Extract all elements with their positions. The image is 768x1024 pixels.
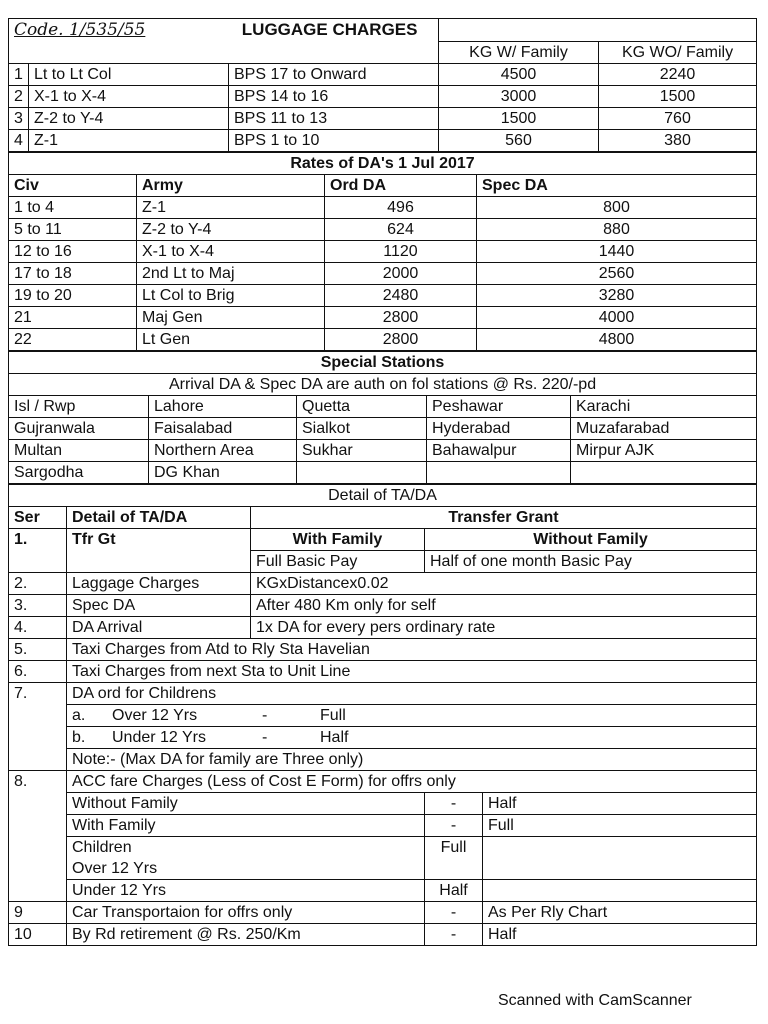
luggage-num: 2: [9, 85, 29, 107]
da-header-army: Army: [137, 174, 325, 196]
tada-row: [9, 638, 757, 660]
tada-value: After 480 Km only for self: [251, 594, 757, 616]
tada-dash: -: [425, 901, 483, 923]
da-ord: 1120: [325, 240, 477, 262]
tada-table: [8, 484, 757, 946]
acc-under12-label: Under 12 Yrs: [67, 879, 425, 901]
luggage-row: [9, 63, 757, 85]
station-name: Peshawar: [427, 395, 571, 417]
luggage-row: [9, 129, 757, 151]
luggage-with: 3000: [439, 85, 599, 107]
da-ord: 2000: [325, 262, 477, 284]
acc-without-family-dash: -: [425, 792, 483, 814]
tada-row: [9, 572, 757, 594]
station-name: [297, 461, 427, 483]
da-army: Maj Gen: [137, 306, 325, 328]
da-civ: 1 to 4: [9, 196, 137, 218]
station-name: [571, 461, 757, 483]
item-a-dash: -: [262, 706, 268, 724]
da-civ: 21: [9, 306, 137, 328]
tada-value: As Per Rly Chart: [483, 901, 757, 923]
tada-ser: 3.: [9, 594, 67, 616]
station-name: Gujranwala: [9, 417, 149, 439]
da-army: X-1 to X-4: [137, 240, 325, 262]
acc-fare-heading: ACC fare Charges (Less of Cost E Form) for offrs only: [67, 770, 757, 792]
tada-ser: 10: [9, 923, 67, 945]
document-page: [8, 18, 756, 946]
tada-text: Car Transportaion for offrs only: [67, 901, 425, 923]
luggage-charges-table: [8, 18, 757, 152]
da-ord: 2480: [325, 284, 477, 306]
da-civ: 19 to 20: [9, 284, 137, 306]
da-row: [9, 328, 757, 350]
da-army: Lt Col to Brig: [137, 284, 325, 306]
luggage-rank: X-1 to X-4: [29, 85, 229, 107]
tada-ser: 7.: [9, 682, 67, 770]
item-b-value: Half: [320, 728, 349, 746]
da-spec: 880: [477, 218, 757, 240]
station-name: [427, 461, 571, 483]
without-family-value: Half of one month Basic Pay: [425, 550, 757, 572]
tada-row: [9, 616, 757, 638]
tada-col-detail: Detail of TA/DA: [67, 506, 251, 528]
station-row: [9, 461, 757, 483]
tada-text: By Rd retirement @ Rs. 250/Km: [67, 923, 425, 945]
tada-dash: -: [425, 923, 483, 945]
special-stations-title: Special Stations: [9, 351, 757, 373]
with-family-value: Full Basic Pay: [251, 550, 425, 572]
luggage-without: 760: [599, 107, 757, 129]
tada-row: [9, 660, 757, 682]
special-stations-table: [8, 351, 757, 484]
da-ord: 2800: [325, 328, 477, 350]
luggage-without: 380: [599, 129, 757, 151]
luggage-rank: Lt to Lt Col: [29, 63, 229, 85]
tada-ser: 1.: [9, 528, 67, 572]
station-name: Sargodha: [9, 461, 149, 483]
station-name: Quetta: [297, 395, 427, 417]
tada-row: [9, 901, 757, 923]
luggage-num: 3: [9, 107, 29, 129]
tada-text: Taxi Charges from Atd to Rly Sta Havelian: [67, 638, 757, 660]
station-name: Muzafarabad: [571, 417, 757, 439]
tada-label: Laggage Charges: [67, 572, 251, 594]
station-row: [9, 395, 757, 417]
da-row: [9, 196, 757, 218]
acc-over12-value: Full: [425, 836, 483, 879]
scanner-watermark: Scanned with CamScanner: [498, 992, 692, 1009]
item-b-label: b.: [72, 728, 86, 746]
da-civ: 22: [9, 328, 137, 350]
da-ord: 2800: [325, 306, 477, 328]
da-civ: 5 to 11: [9, 218, 137, 240]
luggage-with: 560: [439, 129, 599, 151]
acc-with-family-dash: -: [425, 814, 483, 836]
da-spec: 800: [477, 196, 757, 218]
luggage-without: 2240: [599, 63, 757, 85]
acc-under12-value: Half: [425, 879, 483, 901]
tada-label: Spec DA: [67, 594, 251, 616]
da-army: Lt Gen: [137, 328, 325, 350]
luggage-row: [9, 107, 757, 129]
station-name: Mirpur AJK: [571, 439, 757, 461]
da-army: Z-2 to Y-4: [137, 218, 325, 240]
da-row: [9, 306, 757, 328]
tada-ser: 2.: [9, 572, 67, 594]
tada-value: KGxDistancex0.02: [251, 572, 757, 594]
tada-ser: 9: [9, 901, 67, 923]
station-name: Bahawalpur: [427, 439, 571, 461]
col-with-family: KG W/ Family: [439, 41, 599, 63]
special-stations-subtitle: Arrival DA & Spec DA are auth on fol stations @ Rs. 220/-pd: [9, 373, 757, 395]
luggage-rank: Z-1: [29, 129, 229, 151]
station-name: Karachi: [571, 395, 757, 417]
luggage-rank: Z-2 to Y-4: [29, 107, 229, 129]
with-family-header: With Family: [251, 528, 425, 550]
station-name: Lahore: [149, 395, 297, 417]
item-a-label: a.: [72, 706, 86, 724]
tada-col-ser: Ser: [9, 506, 67, 528]
tada-ser: 4.: [9, 616, 67, 638]
da-row: [9, 262, 757, 284]
da-spec: 4000: [477, 306, 757, 328]
acc-children-label: Children: [67, 836, 425, 858]
item-b-dash: -: [262, 728, 268, 746]
station-name: Faisalabad: [149, 417, 297, 439]
station-name: Isl / Rwp: [9, 395, 149, 417]
reference-code: Code. 1/535/55: [14, 20, 146, 40]
da-rates-title: Rates of DA's 1 Jul 2017: [9, 152, 757, 174]
da-row: [9, 240, 757, 262]
tada-label: DA Arrival: [67, 616, 251, 638]
da-army: Z-1: [137, 196, 325, 218]
da-header-ord: Ord DA: [325, 174, 477, 196]
luggage-without: 1500: [599, 85, 757, 107]
luggage-bps: BPS 1 to 10: [229, 129, 439, 151]
tada-text: Taxi Charges from next Sta to Unit Line: [67, 660, 757, 682]
item-b-text: Under 12 Yrs: [112, 728, 206, 746]
da-rates-table: [8, 152, 757, 351]
da-civ: 17 to 18: [9, 262, 137, 284]
station-row: [9, 439, 757, 461]
luggage-num: 4: [9, 129, 29, 151]
item-a-value: Full: [320, 706, 346, 724]
station-row: [9, 417, 757, 439]
da-row: [9, 284, 757, 306]
tada-ser: 6.: [9, 660, 67, 682]
acc-with-family-label: With Family: [67, 814, 425, 836]
tada-row: [9, 923, 757, 945]
da-spec: 4800: [477, 328, 757, 350]
da-spec: 1440: [477, 240, 757, 262]
luggage-row: [9, 85, 757, 107]
station-name: DG Khan: [149, 461, 297, 483]
luggage-title: LUGGAGE CHARGES: [241, 20, 418, 39]
without-family-header: Without Family: [425, 528, 757, 550]
tfr-gt-label: Tfr Gt: [67, 528, 251, 572]
luggage-with: 1500: [439, 107, 599, 129]
luggage-bps: BPS 11 to 13: [229, 107, 439, 129]
tada-ser: 5.: [9, 638, 67, 660]
tada-value: Half: [483, 923, 757, 945]
station-name: Hyderabad: [427, 417, 571, 439]
tada-ser: 8.: [9, 770, 67, 901]
tada-title: Detail of TA/DA: [9, 484, 757, 506]
family-da-note: Note:- (Max DA for family are Three only): [67, 748, 757, 770]
tada-row: [9, 594, 757, 616]
acc-over12-label: Over 12 Yrs: [67, 858, 425, 880]
item-a-text: Over 12 Yrs: [112, 706, 198, 724]
luggage-bps: BPS 17 to Onward: [229, 63, 439, 85]
luggage-num: 1: [9, 63, 29, 85]
da-ord: 624: [325, 218, 477, 240]
col-without-family: KG WO/ Family: [599, 41, 757, 63]
children-da-heading: DA ord for Childrens: [67, 682, 757, 704]
luggage-bps: BPS 14 to 16: [229, 85, 439, 107]
luggage-with: 4500: [439, 63, 599, 85]
acc-without-family-label: Without Family: [67, 792, 425, 814]
acc-without-family-value: Half: [483, 792, 757, 814]
tada-value: 1x DA for every pers ordinary rate: [251, 616, 757, 638]
da-ord: 496: [325, 196, 477, 218]
da-army: 2nd Lt to Maj: [137, 262, 325, 284]
station-name: Sukhar: [297, 439, 427, 461]
acc-with-family-value: Full: [483, 814, 757, 836]
station-name: Northern Area: [149, 439, 297, 461]
da-header-civ: Civ: [9, 174, 137, 196]
da-spec: 3280: [477, 284, 757, 306]
transfer-grant-header: Transfer Grant: [251, 506, 757, 528]
da-header-spec: Spec DA: [477, 174, 757, 196]
station-name: Multan: [9, 439, 149, 461]
da-row: [9, 218, 757, 240]
station-name: Sialkot: [297, 417, 427, 439]
da-spec: 2560: [477, 262, 757, 284]
da-civ: 12 to 16: [9, 240, 137, 262]
